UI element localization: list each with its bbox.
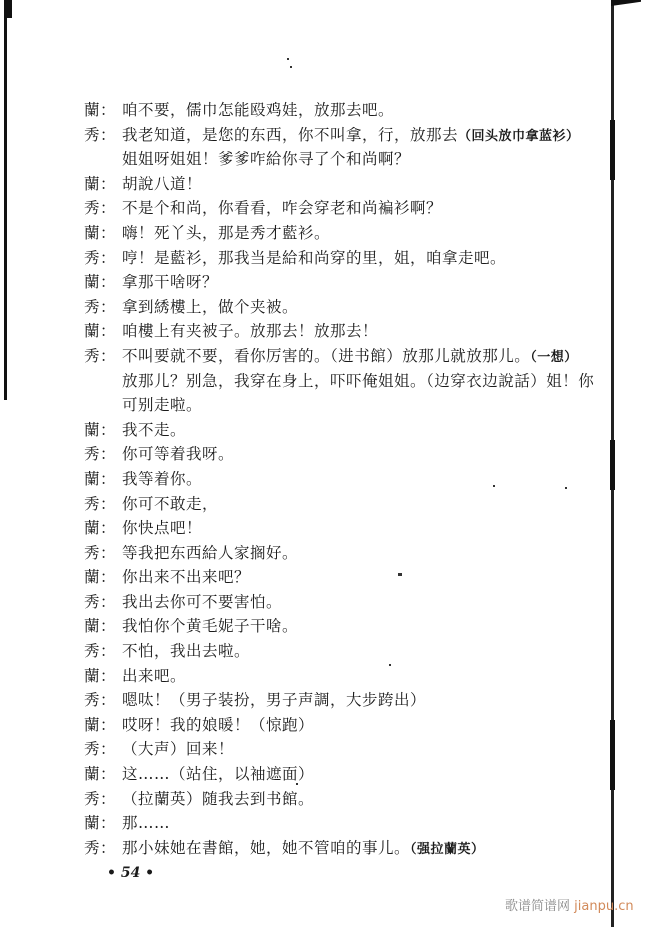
line-text: 放那儿？别急，我穿在身上，吓吓俺姐姐。（边穿衣边說話）姐！你 — [122, 371, 595, 390]
line-text: 嗯呔！（男子装扮，男子声調，大步跨出） — [122, 691, 427, 710]
script-dialogue — [84, 98, 624, 860]
dialogue-line — [84, 516, 624, 541]
line-text: （拉蘭英）随我去到书館。 — [122, 789, 315, 808]
dialogue-line — [84, 418, 624, 443]
speaker-label: 蘭： — [84, 666, 117, 685]
speaker-label: 秀： — [84, 494, 117, 513]
dialogue-line — [84, 467, 624, 492]
scan-border-left — [4, 0, 7, 400]
line-text: 不怕，我出去啦。 — [122, 642, 251, 661]
speaker-label: 秀： — [84, 199, 117, 218]
scan-speck — [287, 58, 289, 60]
speaker-label: 蘭： — [84, 469, 117, 488]
dialogue-line — [84, 369, 624, 394]
dialogue-line — [84, 541, 624, 566]
dialogue-line — [84, 295, 624, 320]
stage-direction: （强拉蘭英） — [410, 841, 485, 857]
dialogue-line — [84, 196, 624, 221]
dialogue-line — [84, 713, 624, 738]
speaker-label: 秀： — [84, 642, 117, 661]
line-text: 出来吧。 — [122, 666, 187, 685]
line-text: 你出来不出来吧？ — [122, 568, 251, 587]
line-text: 我老知道，是您的东西，你不叫拿，行，放那去 — [122, 125, 459, 144]
dialogue-line — [84, 836, 624, 861]
dialogue-line — [84, 98, 624, 123]
speaker-label: 秀： — [84, 592, 117, 611]
dialogue-line — [84, 442, 624, 467]
dialogue-line — [84, 221, 624, 246]
dialogue-line — [84, 319, 624, 344]
line-text: 嗨！死丫头，那是秀才藍衫。 — [122, 223, 331, 242]
line-text: 咱樓上有夹被子。放那去！放那去！ — [122, 322, 379, 341]
speaker-label: 秀： — [84, 838, 117, 857]
watermark-site-name: 歌谱简谱网 — [505, 899, 571, 914]
speaker-label: 秀： — [84, 445, 117, 464]
dialogue-line — [84, 246, 624, 271]
dialogue-line — [84, 590, 624, 615]
speaker-label: 蘭： — [84, 174, 117, 193]
line-text: （大声）回来！ — [122, 740, 235, 759]
line-text: 那小妹她在書館，她，她不管咱的事儿。 — [122, 838, 411, 857]
dialogue-line — [84, 688, 624, 713]
speaker-label: 蘭： — [84, 617, 117, 636]
dialogue-line — [84, 639, 624, 664]
stage-direction: （一想） — [530, 349, 578, 365]
speaker-label: 蘭： — [84, 322, 117, 341]
speaker-label: 蘭： — [84, 568, 117, 587]
line-text: 不是个和尚，你看看，咋会穿老和尚褊衫啊？ — [122, 199, 443, 218]
line-text: 我怕你个黄毛妮子干啥。 — [122, 617, 299, 636]
line-text: 那…… — [122, 814, 171, 833]
watermark-url: jianpu.cn — [574, 899, 634, 914]
dialogue-line — [84, 344, 624, 369]
watermark — [505, 895, 634, 914]
dialogue-line — [84, 664, 624, 689]
line-text: 不叫要就不要，看你厉害的。（进书館）放那儿就放那儿。 — [122, 346, 531, 365]
dialogue-line — [84, 393, 624, 418]
speaker-label: 秀： — [84, 789, 117, 808]
dialogue-line — [84, 614, 624, 639]
speaker-label: 秀： — [84, 125, 117, 144]
dialogue-line — [84, 270, 624, 295]
line-text: 拿到綉樓上，做个夹被。 — [122, 297, 299, 316]
speaker-label: 蘭： — [84, 765, 117, 784]
line-text: 拿那干啥呀？ — [122, 273, 219, 292]
dialogue-line — [84, 123, 624, 148]
scan-border-left-tip — [4, 0, 12, 18]
line-text: 这……（站住，以袖遮面） — [122, 765, 315, 784]
line-text: 胡說八道！ — [122, 174, 203, 193]
speaker-label: 秀： — [84, 740, 117, 759]
page-number: • 54 • — [107, 865, 155, 881]
speaker-label: 蘭： — [84, 101, 117, 119]
dialogue-line — [84, 762, 624, 787]
scan-border-right-corner — [611, 0, 641, 6]
dialogue-line — [84, 172, 624, 197]
dialogue-line — [84, 565, 624, 590]
dialogue-line — [84, 492, 624, 517]
line-text: 我等着你。 — [122, 469, 203, 488]
speaker-label: 秀： — [84, 346, 117, 365]
line-text: 你快点吧！ — [122, 519, 203, 538]
line-text: 哼！是藍衫，那我当是給和尚穿的里，姐，咱拿走吧。 — [122, 248, 507, 267]
speaker-label: 秀： — [84, 297, 117, 316]
scan-speck — [290, 66, 292, 68]
dialogue-line — [84, 787, 624, 812]
line-text: 你可等着我呀。 — [122, 445, 235, 464]
speaker-label: 秀： — [84, 691, 117, 710]
line-text: 我出去你可不要害怕。 — [122, 592, 283, 611]
speaker-label: 蘭： — [84, 273, 117, 292]
line-text: 等我把东西給人家搁好。 — [122, 543, 299, 562]
line-text: 姐姐呀姐姐！爹爹咋給你寻了个和尚啊？ — [122, 150, 411, 169]
speaker-label: 蘭： — [84, 715, 117, 734]
stage-direction: （回头放巾拿蓝衫） — [458, 128, 580, 144]
line-text: 咱不要，儒巾怎能殴鸡娃，放那去吧。 — [122, 101, 395, 119]
speaker-label: 蘭： — [84, 223, 117, 242]
speaker-label: 蘭： — [84, 420, 117, 439]
speaker-label: 秀： — [84, 248, 117, 267]
dialogue-line — [84, 147, 624, 172]
dialogue-line — [84, 737, 624, 762]
dialogue-line — [84, 811, 624, 836]
line-text: 我不走。 — [122, 420, 187, 439]
line-text: 哎呀！我的娘暖！（惊跑） — [122, 715, 315, 734]
speaker-label: 蘭： — [84, 814, 117, 833]
speaker-label: 秀： — [84, 543, 117, 562]
speaker-label: 蘭： — [84, 519, 117, 538]
line-text: 可别走啦。 — [122, 396, 203, 415]
line-text: 你可不敢走， — [122, 494, 219, 513]
